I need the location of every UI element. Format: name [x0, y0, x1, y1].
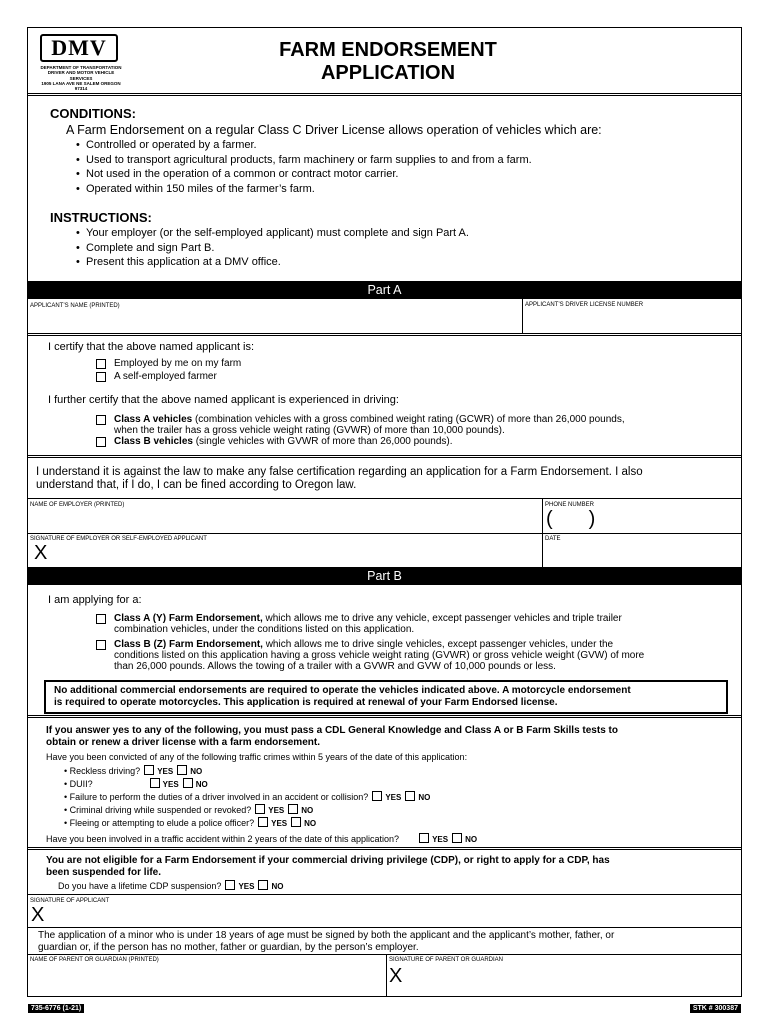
self-employed-option[interactable]: A self-employed farmer [96, 371, 217, 382]
further-certify: I further certify that the above named applicant is experienced in driving: [48, 394, 399, 406]
license-number-field[interactable] [524, 311, 740, 331]
form-page [27, 27, 742, 1012]
reckless-yes-checkbox[interactable] [144, 765, 154, 775]
class-a-vehicles-option[interactable]: Class A vehicles (combination vehicles with a gross combined weight rating (GCWR) of more than 26,000 pounds, when the trailer has a gross vehicle weight rating (GVWR) of more than 10,000 pounds). [96, 414, 726, 436]
fleeing-no-checkbox[interactable] [291, 817, 301, 827]
employer-signature-x[interactable]: X [34, 542, 48, 564]
parent-name-label: NAME OF PARENT OR GUARDIAN (PRINTED) [30, 957, 159, 963]
dmv-logo [36, 34, 126, 90]
form-header [28, 28, 741, 96]
list-item: • Not used in the operation of a common or contract motor carrier. [28, 167, 741, 182]
conditions-heading: CONDITIONS: [50, 106, 136, 121]
part-a-header: Part A [28, 281, 741, 299]
applicant-signature-x[interactable]: X [31, 904, 45, 926]
crime-fleeing: • Fleeing or attempting to elude a police officer? YES NO [64, 818, 317, 828]
understand-statement: I understand it is against the law to make any false certification regarding an application for a Farm Endorsement. I also understand that, if I do, I can be fined according to Oregon law. [36, 466, 643, 491]
employed-option[interactable]: Employed by me on my farm [96, 358, 241, 369]
class-a-vehicles-checkbox[interactable] [96, 415, 106, 425]
parent-signature-label: SIGNATURE OF PARENT OR GUARDIAN [389, 957, 504, 963]
license-number-label: APPLICANT’S DRIVER LICENSE NUMBER [525, 302, 644, 308]
stock-number: STK # 300387 [690, 1004, 741, 1013]
applicant-name-label: APPLICANT’S NAME (PRINTED) [30, 303, 120, 309]
list-item: • Your employer (or the self-employed applicant) must complete and sign Part A. [28, 226, 741, 241]
accident-question: Have you been involved in a traffic accident within 2 years of the date of this application? YES NO [46, 834, 478, 844]
failure-yes-checkbox[interactable] [372, 791, 382, 801]
convicted-question: Have you been convicted of any of the following traffic crimes within 5 years of the date of this application: [46, 752, 468, 762]
self-employed-checkbox[interactable] [96, 372, 106, 382]
lifetime-no-checkbox[interactable] [258, 880, 268, 890]
parent-name-field[interactable] [28, 964, 385, 994]
list-item: • Complete and sign Part B. [28, 241, 741, 256]
cdl-requirement: If you answer yes to any of the following, you must pass a CDL General Knowledge and Class A or B Farm Skills tests to obtain or renew a driver license with a farm endorsement. [46, 725, 618, 748]
employer-name-label: NAME OF EMPLOYER (PRINTED) [30, 502, 125, 508]
crime-duii: • DUII? YES NO [64, 779, 208, 789]
not-eligible-notice: You are not eligible for a Farm Endorsement if your commercial driving privilege (CDP), or right to apply for a CDP, has been suspended for life. [46, 855, 610, 878]
minor-notice: The application of a minor who is under 18 years of age must be signed by both the applicant and the applicant’s mother, father, or guardian or, if the person has no mother, father or guardian, by the person’s employer. [38, 930, 615, 953]
duii-yes-checkbox[interactable] [150, 778, 160, 788]
conditions-intro: A Farm Endorsement on a regular Class C Driver License allows operation of vehicles which are: [66, 123, 602, 137]
criminal-driving-no-checkbox[interactable] [288, 804, 298, 814]
class-b-vehicles-checkbox[interactable] [96, 437, 106, 447]
date-field[interactable] [546, 543, 736, 565]
applicant-name-field[interactable] [28, 311, 521, 331]
failure-no-checkbox[interactable] [405, 791, 415, 801]
lifetime-suspension-question: Do you have a lifetime CDP suspension? YES NO [58, 881, 284, 891]
lifetime-yes-checkbox[interactable] [225, 880, 235, 890]
employed-checkbox[interactable] [96, 359, 106, 369]
dmv-logo-subtitle: DEPARTMENT OF TRANSPORTATION DRIVER AND MOTOR VEHICLE SERVICES 1905 LANA AVE NE SALEM OREGON 97314 [40, 65, 122, 92]
class-b-vehicles-option[interactable]: Class B vehicles (single vehicles with GVWR of more than 26,000 pounds). [96, 436, 453, 447]
crime-reckless: • Reckless driving? YES NO [64, 766, 203, 776]
phone-number-field[interactable]: ( ) [546, 508, 596, 530]
endorsement-notice: No additional commercial endorsements are required to operate the vehicles indicated above. A motorcycle endorsement is required to operate motorcycles. This application is required at renewal of your Farm Endorsed license. [44, 680, 728, 714]
class-b-endorsement-option[interactable]: Class B (Z) Farm Endorsement, which allows me to drive single vehicles, except passenger vehicles, under the conditions listed on this application having a gross vehicle weight rating (GVWR) or gross vehicle weight (GVW) of more than 26,000 pounds. Allows the towing of a trailer with a GVWR and GVW of 10,000 pounds or less. [96, 639, 736, 672]
instructions-section [28, 210, 741, 270]
crime-criminal-driving: • Criminal driving while suspended or revoked? YES NO [64, 805, 314, 815]
employer-signature-label: SIGNATURE OF EMPLOYER OR SELF-EMPLOYED APPLICANT [30, 536, 207, 542]
employer-name-field[interactable] [28, 510, 541, 532]
instructions-heading: INSTRUCTIONS: [50, 210, 152, 225]
page-title: FARM ENDORSEMENT APPLICATION [279, 39, 497, 84]
date-label: DATE [545, 536, 561, 542]
conditions-section [28, 106, 741, 196]
fleeing-yes-checkbox[interactable] [258, 817, 268, 827]
list-item: • Operated within 150 miles of the farmer’s farm. [28, 182, 741, 197]
phone-number-label: PHONE NUMBER [545, 502, 595, 508]
part-b-header: Part B [28, 567, 741, 585]
duii-no-checkbox[interactable] [183, 778, 193, 788]
applying-for-label: I am applying for a: [48, 594, 142, 606]
class-a-endorsement-checkbox[interactable] [96, 614, 106, 624]
class-a-endorsement-option[interactable]: Class A (Y) Farm Endorsement, which allows me to drive any vehicle, except passenger vehicles and triple trailer combination vehicles, under the conditions listed on this application. [96, 613, 736, 635]
list-item: • Used to transport agricultural products, farm machinery or farm supplies to and from a farm. [28, 153, 741, 168]
form-number: 735-6776 (1-21) [28, 1004, 84, 1013]
criminal-driving-yes-checkbox[interactable] [255, 804, 265, 814]
accident-yes-checkbox[interactable] [419, 833, 429, 843]
accident-no-checkbox[interactable] [452, 833, 462, 843]
dmv-logo-mark: DMV [40, 34, 118, 62]
list-item: • Controlled or operated by a farmer. [28, 138, 741, 153]
applicant-signature-label: SIGNATURE OF APPLICANT [30, 898, 110, 904]
class-b-endorsement-checkbox[interactable] [96, 640, 106, 650]
parent-signature-x[interactable]: X [389, 965, 403, 987]
reckless-no-checkbox[interactable] [177, 765, 187, 775]
list-item: • Present this application at a DMV office. [28, 255, 741, 270]
crime-failure-to-perform: • Failure to perform the duties of a driver involved in an accident or collision? YES NO [64, 792, 431, 802]
certify-intro: I certify that the above named applicant is: [48, 341, 255, 353]
